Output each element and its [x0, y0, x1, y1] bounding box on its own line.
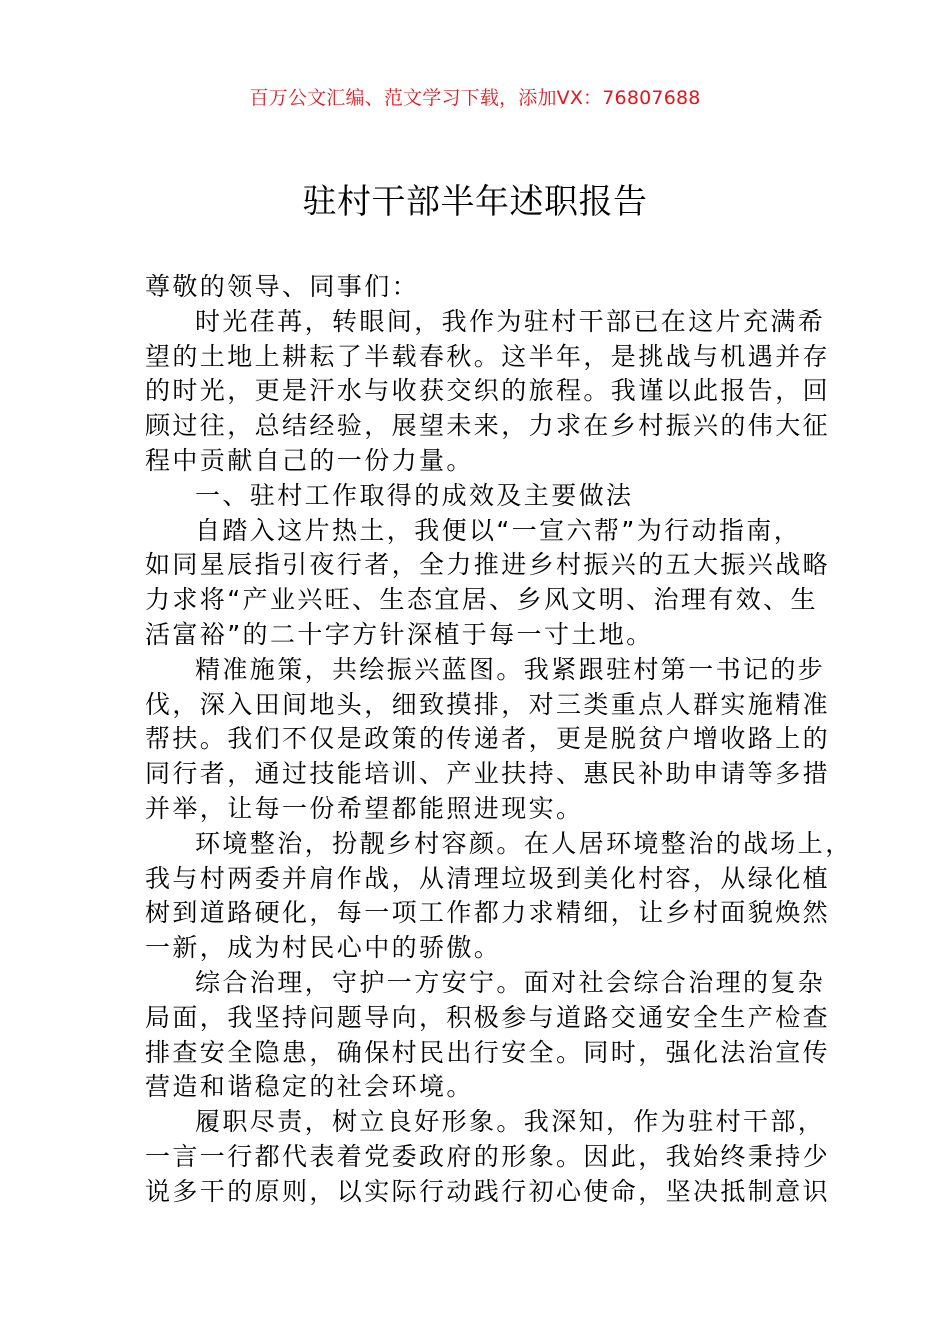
- document-body: [145, 270, 853, 1210]
- paragraph-line: 一新，成为村民心中的骄傲。: [145, 933, 502, 963]
- paragraph-line: 树到道路硬化，每一项工作都力求精细，让乡村面貌焕然: [145, 898, 831, 928]
- document-title: 驻村干部半年述职报告: [302, 182, 648, 222]
- paragraph-line: 精准施策，共绘振兴蓝图。我紧跟驻村第一书记的步: [195, 654, 826, 684]
- paragraph-line: 自踏入这片热土，我便以“一宣六帮”为行动指南，: [195, 515, 802, 545]
- watermark-banner: 百万公文汇编、范文学习下载，添加VX：76807688: [249, 87, 701, 109]
- paragraph-line: 履职尽责，树立良好形象。我深知，作为驻村干部，: [195, 1107, 826, 1137]
- paragraph-line: 环境整治，扮靓乡村容颜。在人居环境整治的战场上，: [195, 828, 853, 858]
- paragraph-line: 营造和谐稳定的社会环境。: [145, 1072, 474, 1102]
- paragraph-line: 顾过往，总结经验，展望未来，力求在乡村振兴的伟大征: [145, 411, 831, 441]
- paragraph-line: 局面，我坚持问题导向，积极参与道路交通安全生产检查: [145, 1002, 831, 1032]
- paragraph-line: 帮扶。我们不仅是政策的传递者，更是脱贫户增收路上的: [145, 724, 831, 754]
- paragraph-line: 伐，深入田间地头，细致摸排，对三类重点人群实施精准: [145, 689, 831, 719]
- paragraph-line: 活富裕”的二十字方针深植于每一寸土地。: [145, 619, 654, 649]
- paragraph-line: 如同星辰指引夜行者，全力推进乡村振兴的五大振兴战略: [145, 550, 831, 580]
- paragraph-line: 我与村两委并肩作战，从清理垃圾到美化村容，从绿化植: [145, 863, 831, 893]
- paragraph-line: 一言一行都代表着党委政府的形象。因此，我始终秉持少: [145, 1141, 831, 1171]
- paragraph-line: 排查安全隐患，确保村民出行安全。同时，强化法治宣传: [145, 1037, 831, 1067]
- paragraph-line: 综合治理，守护一方安宁。面对社会综合治理的复杂: [195, 967, 826, 997]
- paragraph-line: 程中贡献自己的一份力量。: [145, 445, 474, 475]
- paragraph-line: 望的土地上耕耘了半载春秋。这半年，是挑战与机遇并存: [145, 341, 831, 371]
- paragraph-line: 的时光，更是汗水与收获交织的旅程。我谨以此报告，回: [145, 376, 831, 406]
- paragraph-line: 时光荏苒，转眼间，我作为驻村干部已在这片充满希: [195, 306, 826, 336]
- paragraph-line: 同行者，通过技能培训、产业扶持、惠民补助申请等多措: [145, 759, 831, 789]
- section-heading: 一、驻村工作取得的成效及主要做法: [195, 480, 634, 510]
- paragraph-line: 力求将“产业兴旺、生态宜居、乡风文明、治理有效、生: [145, 585, 818, 615]
- paragraph-line: 说多干的原则，以实际行动践行初心使命，坚决抵制意识: [145, 1176, 831, 1206]
- salutation: 尊敬的领导、同事们：: [145, 272, 420, 301]
- paragraph-line: 并举，让每一份希望都能照进现实。: [145, 793, 584, 823]
